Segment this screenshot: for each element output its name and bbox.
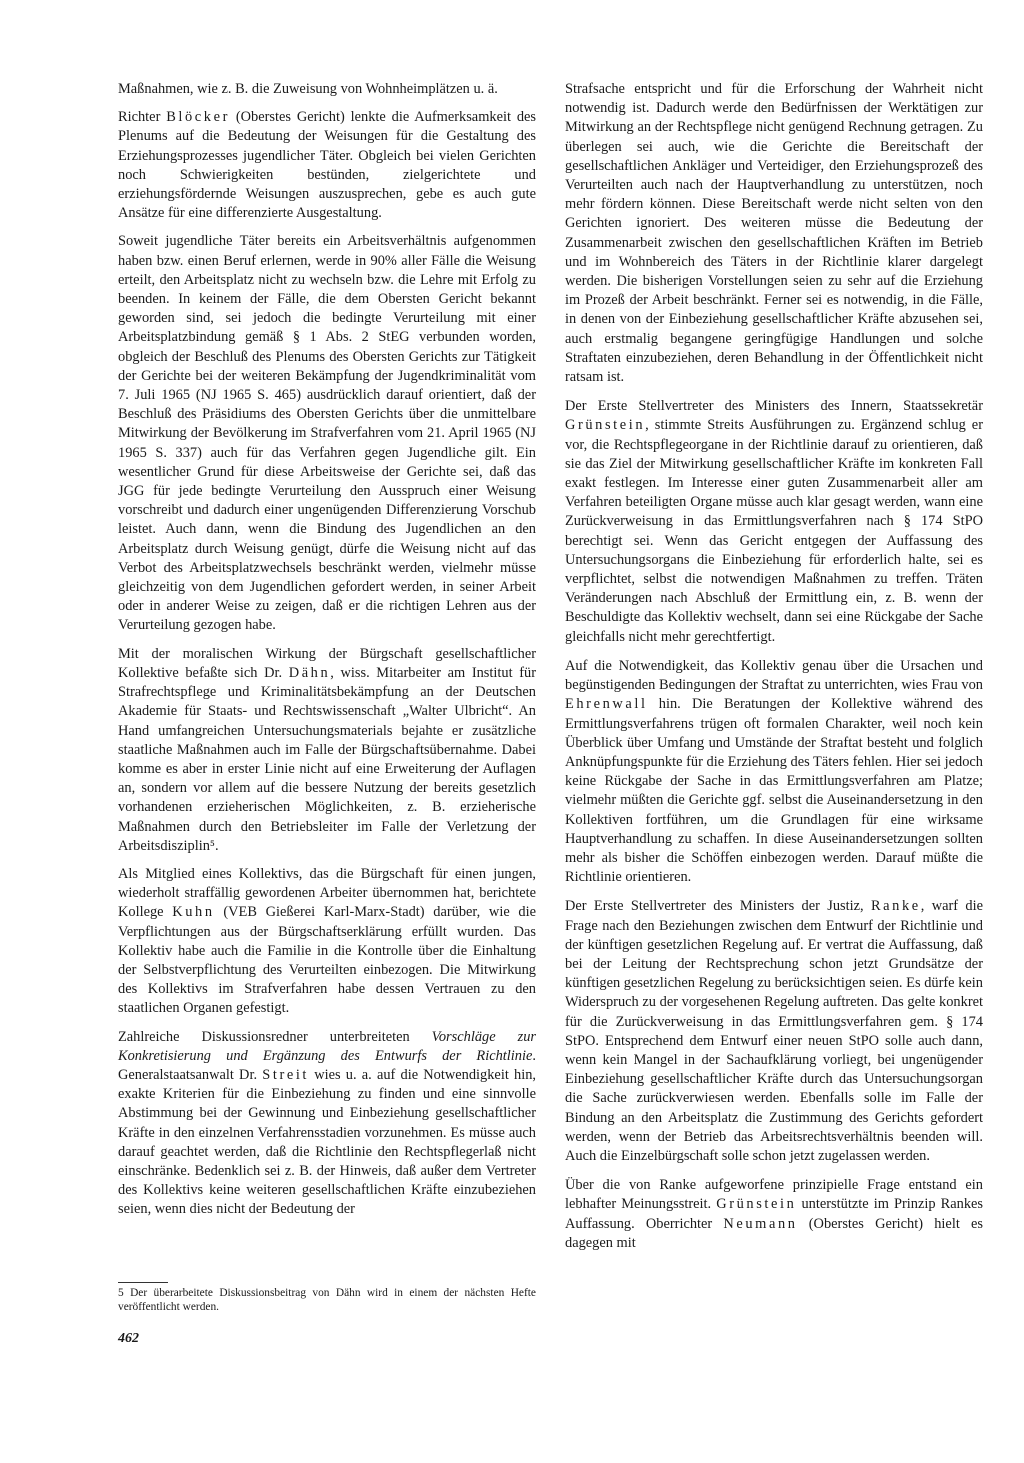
paragraph	[118, 108, 536, 223]
paragraph-text: Der Erste Stellvertreter des Ministers der Justiz,	[565, 898, 871, 915]
paragraph	[565, 80, 983, 387]
speaker-name: Neumann	[723, 1215, 798, 1232]
paragraph-text: , wiss. Mitarbeiter am Institut für Strafrechtspflege und Kriminalitätsbekämpfung an der Deutschen Akademie für Staats- und Rechtswissenschaft „Walter Ulbricht“. An Hand umfangreichen Untersuchungsmaterials bejahte er zusätzliche staatliche Maßnahmen auch im Falle der Bürgschaftsübernahme. Dabei komme es aber in erster Linie nicht auf eine Erweiterung der Auflagen an, sondern vor allem auf die bessere Nutzung der bereits gesetzlich vorhandenen erzieherischen Möglichkeiten, z. B. erzieherische Maßnahmen durch den Betriebsleiter im Falle der Verletzung der Arbeitsdisziplin⁵.	[118, 664, 536, 854]
paragraph-text: Über die von Ranke aufgeworfene prinzipielle Frage entstand ein lebhafter Meinungsstreit.	[565, 1177, 983, 1213]
paragraph	[118, 645, 536, 856]
paragraph-text: Als Mitglied eines Kollektivs, das die Bürgschaft für einen jungen, wiederholt straffällig gewordenen Arbeiter übernommen hat, berichtete Kollege	[118, 865, 536, 921]
paragraph-text: (VEB Gießerei Karl-Marx-Stadt) darüber, wie die Verpflichtungen aus der Bürgschaftserklärung erfüllt wurden. Das Kollektiv habe auch die Familie in die Kontrolle über die Einhaltung der Selbstverpflichtung des Verurteilten einbezogen. Die Mitwirkung des Kollektivs im Strafverfahren habe dessen Vertrauen zu den staatlichen Organen gefestigt.	[118, 904, 536, 1017]
paragraph-text: Zahlreiche Diskussionsredner unterbreiteten	[118, 1028, 432, 1045]
paragraph	[565, 897, 983, 1166]
speaker-name: Ehrenwall	[565, 696, 648, 713]
paragraph-text: (Oberstes Gericht) lenkte die Aufmerksamkeit des Plenums auf die Bedeutung der Weisungen für die Gestaltung des Erziehungsprozesses jugendlicher Täter. Obgleich bei vielen Gerichten noch Schwierigkeiten bestünden, zielgerichtete und erziehungsfördernde Weisungen auszusprechen, gebe es auch gute Ansätze für eine differenzierte Ausgestaltung.	[118, 109, 536, 222]
speaker-name: Ranke	[870, 898, 921, 915]
paragraph-text: hin. Die Beratungen der Kollektive während des Ermittlungsverfahrens trügen oft formalen Charakter, weil noch kein Überblick über Umfang und Umstände der Straftat besteht und folglich Anknüpfungspunkte für die Erziehung des Täters fehlen. Hier sei jedoch keine Rückgabe der Sache in das Ermittlungsverfahren am Platze; vielmehr müßten die Gerichte ggf. selbst die Auseinandersetzung in den Kollektiven fortführen, um die Grundlagen für eine wirksame Hauptverhandlung zu schaffen. In diese Auseinandersetzungen sollten mehr als bisher die Schöffen einbezogen werden. Darauf müßte die Richtlinie orientieren.	[565, 696, 983, 886]
paragraph-text: Soweit jugendliche Täter bereits ein Arbeitsverhältnis aufgenommen haben bzw. einen Beruf erlernen, werde in 90% aller Fälle die Weisung erteilt, den Arbeitsplatz nicht zu wechseln bzw. die Lehre mit Erfolg zu beenden. In keinem der Fälle, die dem Obersten Gericht bekannt geworden sind, sei jedoch die bedingte Verurteilung mit einer Arbeitsplatzbindung gemäß § 1 Abs. 2 StEG verbunden worden, obgleich der Beschluß des Plenums des Obersten Gerichts zur Tätigkeit der Gerichte bei der weiteren Bekämpfung der Jugendkriminalität vom 7. Juli 1965 (NJ 1965 S. 465) ausdrücklich darauf orientiert, daß der Beschluß des Präsidiums des Obersten Gerichts über die unmittelbare Mitwirkung der Bevölkerung im Strafverfahren vom 21. April 1965 (NJ 1965 S. 337) auch für das Verfahren gegen Jugendliche gilt. Ein wesentlicher Grund für diese Arbeitsweise der Gerichte sei, daß das JGG für jede bedingte Verurteilung den Ausspruch einer Weisung vorschreibt und dadurch einer ungenügenden Differenzierung Vorschub leistet. Auch dann, wenn die Bindung des Jugendlichen an den Arbeitsplatz durch Weisung genügt, dürfe die Weisung nicht auf das Verbot des Arbeitsplatzwechsels beschränkt werden, vielmehr müsse gleichzeitig von dem Jugendlichen gefordert werden, in seiner Arbeit oder in anderer Weise zu zeigen, daß er die richtigen Lehren aus der Verurteilung gezogen habe.	[118, 233, 536, 634]
right-column	[565, 80, 983, 1263]
page-number: 462	[118, 1331, 139, 1346]
speaker-name: Kuhn	[172, 904, 215, 921]
paragraph-text: Strafsache entspricht und für die Erforschung der Wahrheit nicht notwendig ist. Dadurch werde den Bedürfnissen der Werktätigen zur Mitwirkung an der Rechtspflege nicht genügend Rechnung getragen. Zu überlegen sei auch, wie die Gerichte die Bereitschaft der gesellschaftlichen Ankläger und Verteidiger, den Erziehungsprozeß des Verurteilten auch nach der Hauptverhandlung zu unterstützen, noch mehr fördern können. Diese Bereitschaft werde nicht selten von den Gerichten ignoriert. Des weiteren müsse die Bedeutung der Zusammenarbeit zwischen den gesellschaftlichen Kräften im Betrieb und im Wohnbereich des Täters in der Richtlinie klarer dargelegt werden. Die bisherigen Vorstellungen seien zu sehr auf die Erziehung im Prozeß der Arbeit beschränkt. Ferner sei es notwendig, in die Fälle, in denen von der Einbeziehung gesellschaftlicher Kräfte abzusehen sei, auch erstmalig begangene geringfügige Handlungen und solche Straftaten einzubeziehen, deren Behandlung in der Öffentlichkeit nicht ratsam ist.	[565, 81, 983, 386]
paragraph	[565, 397, 983, 647]
paragraph-text: Richter	[118, 109, 167, 126]
paragraph-text: Auf die Notwendigkeit, das Kollektiv genau über die Ursachen und begünstigenden Bedingungen der Straftat zu unterrichten, wies Frau von	[565, 657, 983, 694]
paragraph	[565, 657, 983, 887]
footnote: 5 Der überarbeitete Diskussionsbeitrag von Dähn wird in einem der nächsten Hefte veröffentlicht werden.	[118, 1287, 536, 1313]
speaker-name: Blöcker	[166, 109, 230, 126]
speaker-name: Streit	[262, 1066, 310, 1083]
paragraph-text: unterstützte im Prinzip Rankes Auffassung. Oberrichter	[565, 1196, 984, 1232]
speaker-name: Dähn	[288, 664, 331, 681]
speaker-name: Grünstein	[565, 417, 646, 434]
paragraph-text: Mit der moralischen Wirkung der Bürgschaft gesellschaftlicher Kollektive befaßte sich Dr.	[118, 645, 536, 681]
paragraph-text: , stimmte Streits Ausführungen zu. Ergänzend schlug er vor, die Rechtspflegeorgane in der Richtlinie darauf zu orientieren, daß sie das Ziel der Mitwirkung gesellschaftlicher Kräfte im konkreten Fall exakt festlegen. Im Interesse einer guten Zusammenarbeit aller am Verfahren beteiligten Organe müsse auch klar gesagt werden, wann eine Zurückverweisung in das Ermittlungsverfahren nach § 174 StPO berechtigt sei. Wenn das Gericht entgegen der Auffassung des Untersuchungsorgans die Einbeziehung für erforderlich halte, sei es verpflichtet, selbst die notwendigen Maßnahmen zu treffen. Träten Veränderungen nach Abschluß der Ermittlung ein, z. B. wenn der Beschuldigte das Kollektiv wechselt, dann sei eine Rückgabe der Sache gleichfalls nicht mehr gerechtfertigt.	[565, 417, 983, 645]
paragraph	[118, 1028, 536, 1220]
paragraph-text: , warf die Frage nach den Beziehungen zwischen dem Entwurf der Richtlinie und der künftigen gesetzlichen Regelung auf. Er vertrat die Auffassung, daß bei der Leitung der Rechtsprechung schon jetzt Grundsätze der künftigen gesetzlichen Regelung zu berücksichtigen seien. Es dürfe kein Widerspruch zu der vorgesehenen Regelung auftreten. Das gelte konkret für die Zurückverweisung in das Ermittlungsverfahren gem. § 174 StPO. Entsprechend dem Entwurf einer neuen StPO solle auch dann, wenn kein Mangel in der Sachaufklärung vorliegt, bei ungenügender Einbeziehung gesellschaftlicher Kräfte durch das Untersuchungsorgan die Sache zurückverwiesen werden. Ebenfalls solle im Falle der Bindung an den Arbeitsplatz die Zustimmung des Gerichts gefordert werden, wenn der Betrieb das Arbeitsrechtsverhältnis beenden will. Auch die Einzelbürgschaft solle schon jetzt zugelassen werden.	[565, 898, 983, 1164]
paragraph-text: . Generalstaatsanwalt Dr.	[118, 1047, 536, 1083]
paragraph	[118, 80, 536, 99]
paragraph	[565, 1176, 983, 1253]
paragraph-text: (Oberstes Gericht) hielt es dagegen mit	[565, 1215, 984, 1251]
speaker-name: Grünstein	[716, 1196, 797, 1213]
paragraph-text: Der Erste Stellvertreter des Ministers des Innern, Staatssekretär	[565, 398, 983, 415]
paragraph	[118, 232, 536, 635]
paragraph-text: wies u. a. auf die Notwendigkeit hin, exakte Kriterien für die Einbeziehung zu finden und eine sinnvolle Abstimmung bei der Gewinnung und Einbeziehung gesellschaftlicher Kräfte in den einzelnen Verfahrensstadien vorzunehmen. Es müsse auch darauf geachtet werden, daß die Richtlinie den Rechtspflegerlaß nicht einschränke. Bedenklich sei z. B. der Hinweis, daß außer dem Vertreter des Kollektivs keine weiteren gesellschaftlichen Kräfte einzubeziehen seien, wenn dies nicht der Bedeutung der	[118, 1066, 536, 1218]
paragraph-text: Maßnahmen, wie z. B. die Zuweisung von Wohnheimplätzen u. ä.	[118, 81, 498, 97]
left-column	[118, 80, 536, 1229]
paragraph	[118, 865, 536, 1019]
emphasis-text: Vorschläge zur Konkretisierung und Ergänzung des Entwurfs der Richtlinie	[118, 1028, 536, 1064]
footnote-rule	[118, 1282, 168, 1283]
